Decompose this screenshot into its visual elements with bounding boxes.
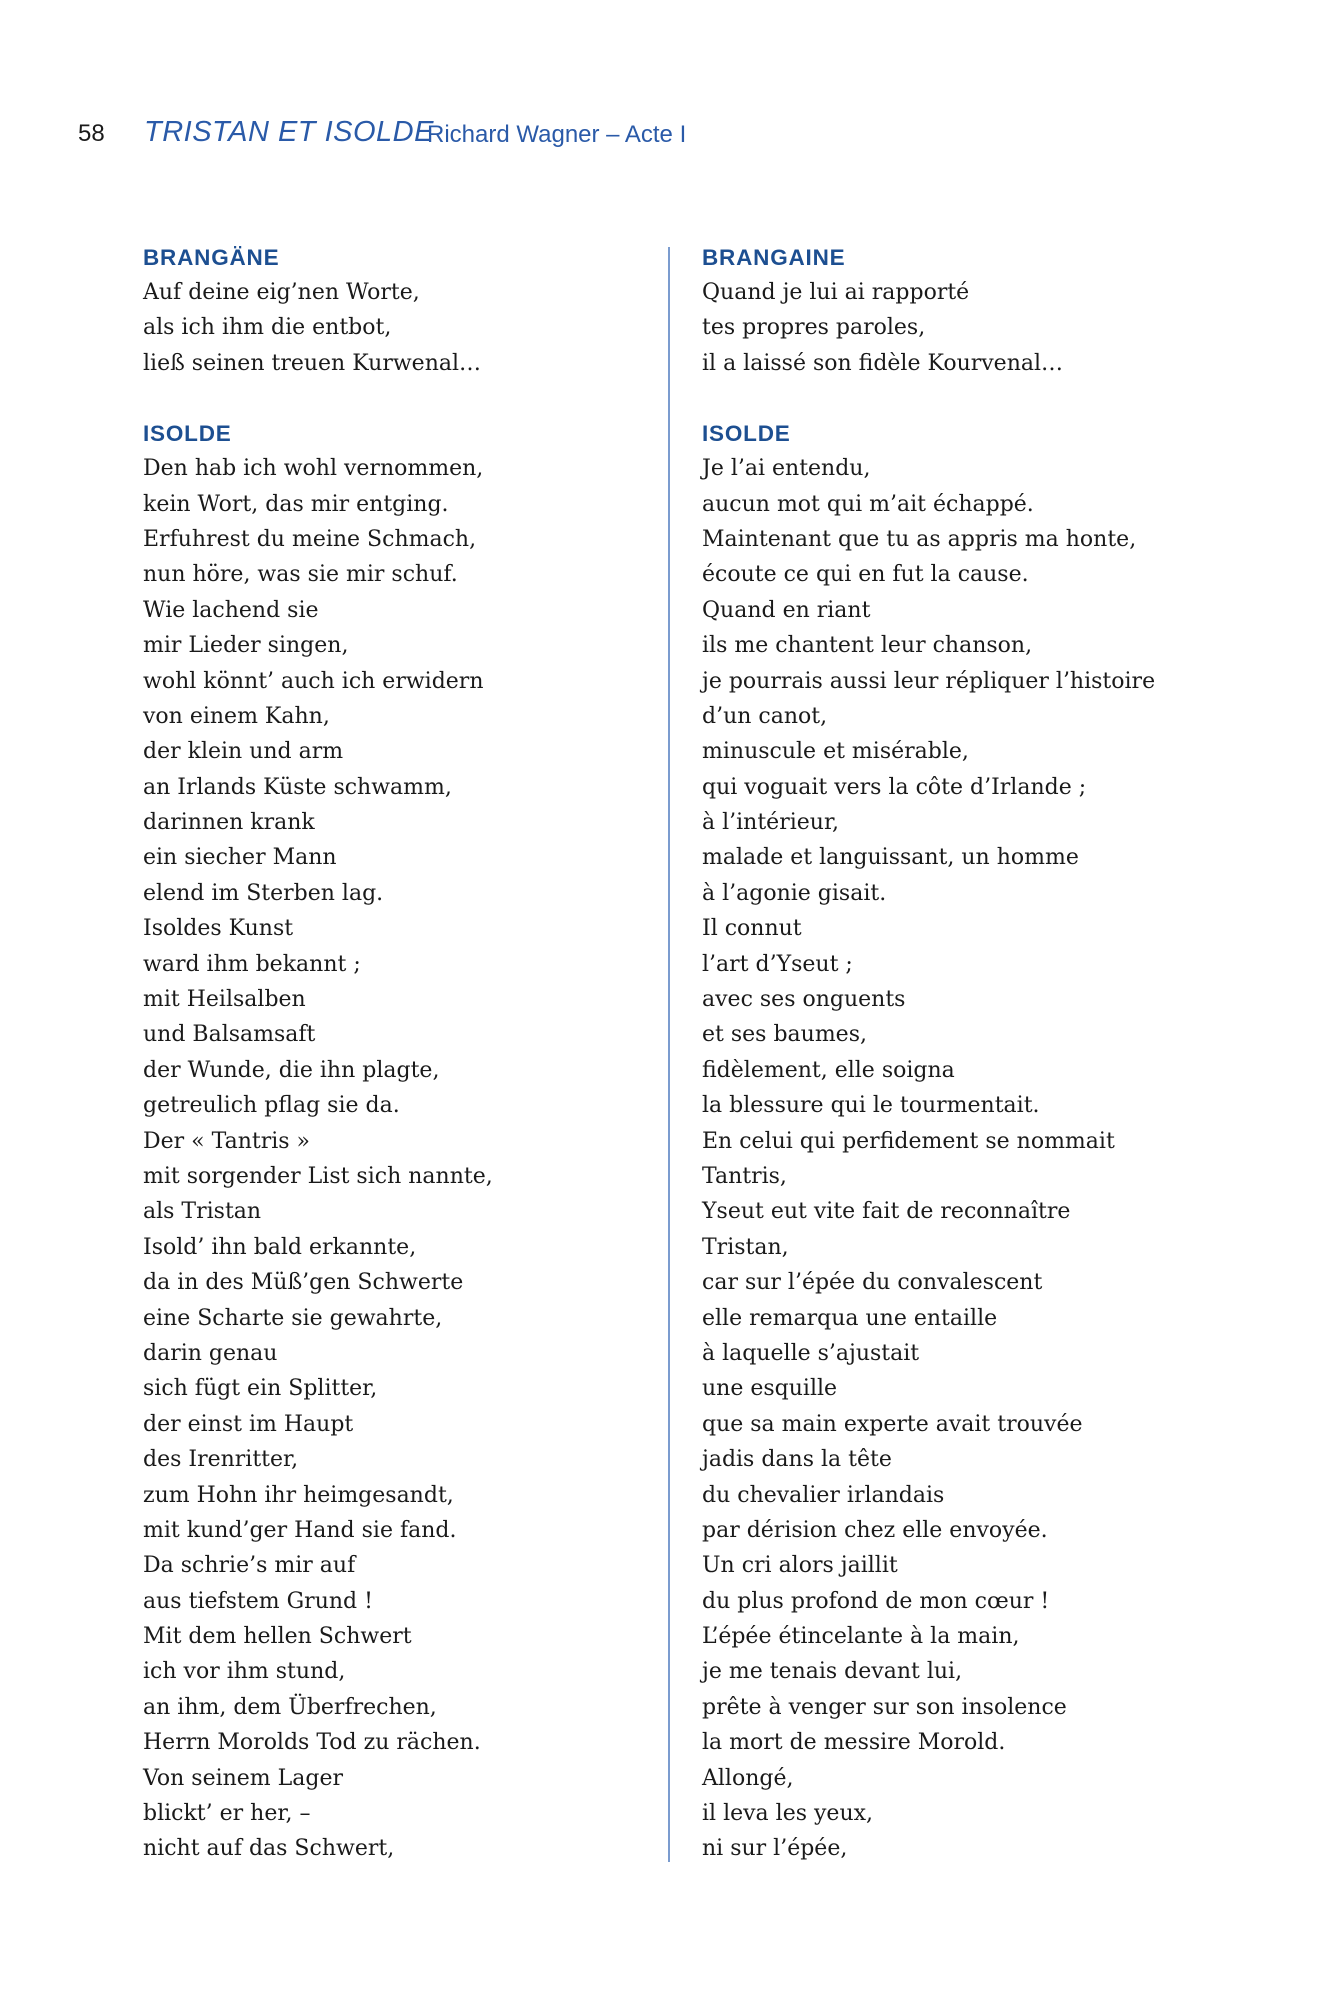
dialogue-block: [143, 240, 643, 381]
verse-line: blickt’ er her, –: [143, 1801, 311, 1827]
speaker-name: ISOLDE: [143, 421, 232, 447]
verse-line: jadis dans la tête: [702, 1447, 892, 1473]
verse-line: ward ihm bekannt ;: [143, 951, 361, 977]
verse-line: ließ seinen treuen Kurwenal…: [143, 350, 482, 376]
verse-line: darinnen krank: [143, 810, 315, 836]
verse-line: je me tenais devant lui,: [702, 1659, 963, 1685]
speaker-name: ISOLDE: [702, 421, 791, 447]
verse-line: Isoldes Kunst: [143, 916, 294, 942]
verse-line: nun höre, was sie mir schuf.: [143, 562, 458, 588]
verse-line: Quand je lui ai rapporté: [702, 280, 970, 305]
verse-line: du plus profond de mon cœur !: [702, 1588, 1050, 1614]
french-translation-column: [702, 240, 1202, 1867]
verse-line: elend im Sterben lag.: [143, 880, 384, 906]
german-libretto-column: [143, 240, 643, 1867]
verse-line: prête à venger sur son insolence: [702, 1694, 1067, 1720]
verse-line: à laquelle s’ajustait: [702, 1340, 920, 1366]
verse-line: der klein und arm: [143, 739, 344, 765]
verse-line: mir Lieder singen,: [143, 633, 349, 659]
verse-line: Maintenant que tu as appris ma honte,: [702, 526, 1137, 552]
verse-line: Da schrie’s mir auf: [143, 1553, 356, 1579]
verse-line: aus tiefstem Grund !: [143, 1588, 373, 1614]
verse-line: fidèlement, elle soigna: [702, 1057, 955, 1083]
verse-line: darin genau: [143, 1340, 278, 1366]
verse-line: der Wunde, die ihn plagte,: [143, 1057, 440, 1083]
verse-line: des Irenritter,: [143, 1447, 299, 1473]
verse-line: Un cri alors jaillit: [702, 1553, 898, 1579]
dialogue-block: [702, 416, 1202, 1867]
verse-line: par dérision chez elle envoyée.: [702, 1517, 1048, 1543]
verse-line: Wie lachend sie: [143, 597, 319, 623]
verse-line: avec ses onguents: [702, 987, 906, 1013]
column-divider: [668, 247, 670, 1862]
work-title: TRISTAN ET ISOLDE: [144, 116, 434, 148]
dialogue-block: [143, 416, 643, 1867]
verse-line: ils me chantent leur chanson,: [702, 633, 1033, 659]
verse-line: une esquille: [702, 1376, 838, 1402]
verse-line: En celui qui perfidement se nommait: [702, 1128, 1115, 1154]
verse-line: als ich ihm die entbot,: [143, 315, 392, 341]
verse-line: Quand en riant: [702, 597, 871, 623]
verse-line: Tantris,: [702, 1163, 787, 1189]
verse-line: mit kund’ger Hand sie fand.: [143, 1517, 457, 1543]
verse-line: qui voguait vers la côte d’Irlande ;: [702, 774, 1087, 800]
verse-line: der einst im Haupt: [143, 1411, 354, 1437]
verse-line: wohl könnt’ auch ich erwidern: [143, 668, 484, 694]
verse-line: la blessure qui le tourmentait.: [702, 1093, 1040, 1119]
verse-line: ein siecher Mann: [143, 845, 337, 871]
verse-line: Der « Tantris »: [143, 1128, 311, 1154]
work-subtitle: Richard Wagner – Acte I: [427, 121, 687, 148]
verse-line: il a laissé son fidèle Kourvenal…: [702, 350, 1064, 376]
verse-line: getreulich pflag sie da.: [143, 1093, 400, 1119]
verse-line: Je l’ai entendu,: [702, 456, 871, 482]
verse-line: Herrn Morolds Tod zu rächen.: [143, 1730, 481, 1756]
dialogue-block: [702, 240, 1202, 381]
verse-line: Auf deine eig’nen Worte,: [143, 280, 420, 305]
verse-line: Allongé,: [702, 1765, 794, 1791]
verse-line: nicht auf das Schwert,: [143, 1836, 395, 1862]
verse-line: à l’intérieur,: [702, 810, 840, 836]
verse-line: Il connut: [702, 916, 802, 942]
verse-line: la mort de messire Morold.: [702, 1730, 1006, 1756]
verse-line: eine Scharte sie gewahrte,: [143, 1305, 443, 1331]
verse-line: L’épée étincelante à la main,: [702, 1624, 1020, 1650]
verse-line: und Balsamsaft: [143, 1022, 316, 1048]
verse-line: d’un canot,: [702, 703, 828, 729]
verse-line: il leva les yeux,: [702, 1801, 874, 1827]
verse-line: an Irlands Küste schwamm,: [143, 774, 452, 800]
verse-line: du chevalier irlandais: [702, 1482, 945, 1508]
verse-line: l’art d’Yseut ;: [702, 951, 853, 977]
verse-line: car sur l’épée du convalescent: [702, 1270, 1043, 1296]
verse-line: Den hab ich wohl vernommen,: [143, 456, 484, 482]
verse-line: écoute ce qui en fut la cause.: [702, 562, 1029, 588]
verse-line: elle remarqua une entaille: [702, 1305, 998, 1331]
verse-line: da in des Müß’gen Schwerte: [143, 1270, 464, 1296]
verse-line: mit sorgender List sich nannte,: [143, 1163, 493, 1189]
verse-line: ni sur l’épée,: [702, 1836, 848, 1862]
verse-line: et ses baumes,: [702, 1022, 867, 1048]
verse-line: ich vor ihm stund,: [143, 1659, 346, 1685]
verse-line: malade et languissant, un homme: [702, 845, 1079, 871]
verse-line: à l’agonie gisait.: [702, 880, 887, 906]
verse-line: Yseut eut vite fait de reconnaître: [702, 1199, 1071, 1225]
verse-line: aucun mot qui m’ait échappé.: [702, 491, 1034, 517]
speaker-name: BRANGAINE: [702, 245, 846, 270]
verse-line: Von seinem Lager: [143, 1765, 344, 1791]
verse-line: minuscule et misérable,: [702, 739, 969, 765]
verse-line: kein Wort, das mir entging.: [143, 491, 449, 517]
verse-line: zum Hohn ihr heimgesandt,: [143, 1482, 454, 1508]
verse-line: an ihm, dem Überfrechen,: [143, 1694, 437, 1720]
page-number: 58: [78, 120, 105, 147]
verse-line: Isold’ ihn bald erkannte,: [143, 1234, 417, 1260]
verse-line: als Tristan: [143, 1199, 262, 1225]
verse-line: tes propres paroles,: [702, 315, 926, 341]
verse-line: je pourrais aussi leur répliquer l’histoire: [702, 668, 1156, 694]
verse-line: que sa main experte avait trouvée: [702, 1411, 1083, 1437]
speaker-name: BRANGÄNE: [143, 245, 280, 270]
verse-line: von einem Kahn,: [143, 703, 330, 729]
verse-line: Erfuhrest du meine Schmach,: [143, 526, 477, 552]
verse-line: sich fügt ein Splitter,: [143, 1376, 378, 1402]
verse-line: Tristan,: [702, 1234, 789, 1260]
verse-line: Mit dem hellen Schwert: [143, 1624, 412, 1650]
verse-line: mit Heilsalben: [143, 987, 306, 1013]
